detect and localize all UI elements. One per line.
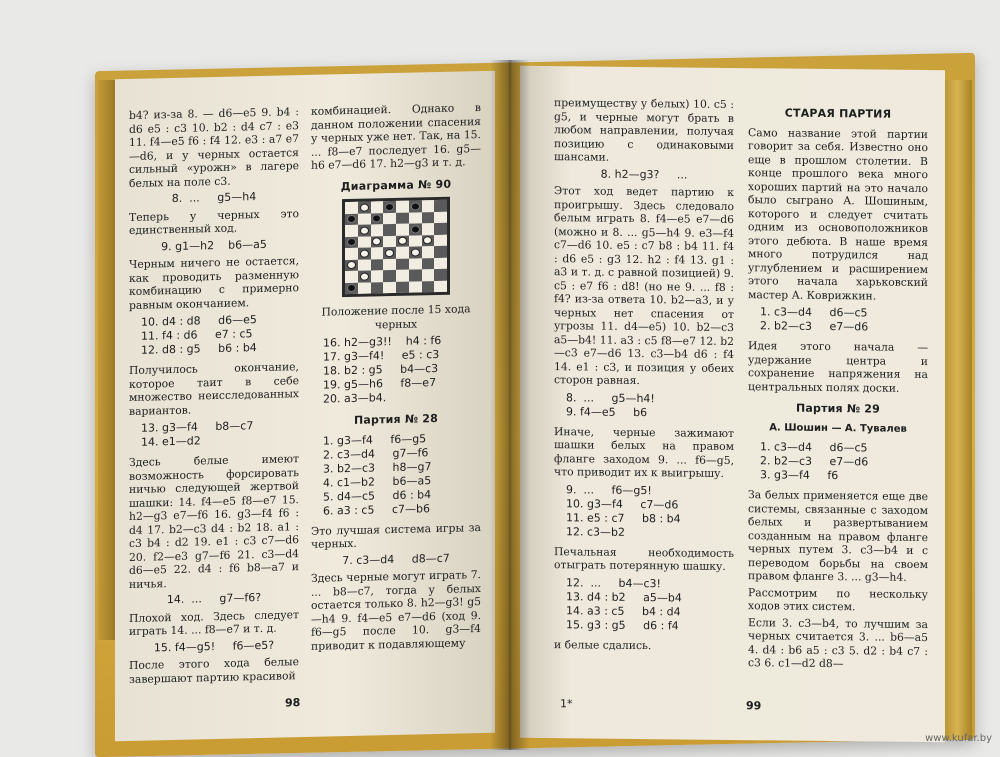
board-square: [396, 201, 409, 213]
board-square: [358, 202, 371, 214]
move-line: 15. g3 : g5 d6 : f4: [566, 617, 679, 632]
white-checker: [360, 226, 369, 234]
move-line: 13. g3—f4 b8—c7: [141, 419, 254, 435]
move-list: [129, 418, 299, 450]
paragraph: и белые сдались.: [554, 637, 652, 652]
board-square: [409, 200, 422, 212]
board-square: [422, 235, 435, 247]
board-square: [396, 281, 409, 293]
board-square: [396, 235, 409, 247]
watermark: www.kufar.by: [925, 733, 992, 744]
move-list: [554, 576, 734, 634]
move-line: 10. g3—f4 c7—d6: [566, 496, 679, 511]
move-list: [554, 483, 734, 541]
paragraph: Если 3. c3—b4, то лучшим за черных считается 3. ... b6—a5 4. d4 : b6 a5 : c3 5. d2 : b4 c7 : c3 6. c1—d2 d8—: [748, 615, 928, 671]
black-checker: [347, 284, 356, 292]
move-line: 6. a3 : c5 c7—b6: [323, 501, 430, 518]
section-heading: СТАРАЯ ПАРТИЯ: [784, 106, 892, 121]
board-square: [371, 213, 384, 225]
board-square: [383, 224, 396, 236]
board-square: [371, 259, 384, 271]
board-square: [358, 259, 371, 271]
move-line: 16. h2—g3!! h4 : f6: [323, 333, 442, 350]
black-checker: [385, 203, 394, 211]
board-square: [383, 258, 396, 270]
right-page: [520, 66, 945, 742]
board-square: [345, 248, 358, 260]
paragraph: Получилось окончание, которое таит в себе множество неисследованных вариантов.: [129, 360, 299, 418]
move-line: 1. c3—d4 d6—c5: [760, 440, 868, 455]
board-square: [409, 212, 422, 224]
move-line: 20. a3—b4.: [323, 391, 387, 406]
move-line: 7. c3—d4 d8—c7: [342, 551, 450, 567]
move-line: 11. e5 : c7 b8 : b4: [566, 510, 681, 525]
board-square: [409, 269, 422, 281]
board-square: [434, 269, 447, 281]
board-square: [422, 212, 435, 224]
board-square: [358, 213, 371, 225]
left-page-column-2: [311, 101, 481, 656]
move-line: 3. b2—c3 h8—g7: [323, 459, 432, 476]
paragraph: Рассмотрим по нескольку ходов этих систем.: [748, 585, 928, 614]
move-line: 15. f4—g5! f6—e5?: [153, 638, 275, 654]
move-line: 8. ... g5—h4!: [566, 390, 655, 405]
move-line: 14. ... g7—f6?: [166, 590, 262, 607]
board-square: [371, 201, 384, 213]
white-checker: [411, 248, 420, 256]
right-page-column-1: [554, 96, 734, 656]
right-page-column-2: [748, 98, 928, 674]
game-title: Партия № 29: [795, 401, 881, 416]
board-square: [371, 224, 384, 236]
board-square: [434, 223, 447, 235]
board-square: [345, 202, 358, 214]
left-page: [115, 71, 495, 742]
move-line: 10. d4 : d8 d6—e5: [141, 313, 257, 329]
board-square: [422, 223, 435, 235]
black-checker: [411, 202, 420, 210]
board-square: [422, 269, 435, 281]
white-checker: [347, 261, 356, 269]
board-square: [409, 235, 422, 247]
paragraph: Этот ход ведет партию к проигрышу. Здесь следовало белым играть 8. f4—e5 e7—d6 (можно и 8. ... g5—h4 9. e3—f4 c7—d6 10. e5 : c7 b8 : b4 11. f4 : d6 e5 : g3 12. h2 : f4 13. g1 : a3 и т. д. с равной позицией) 9. c5 : e7 f6 : d8! (но не 9. ... f8 : f4? из-за ответа 10. b2—a3, и у черных нет спасения от угрозы 11. d4—e5) 10. b2—c3 a5—b4! 11. a3 : c5 f8—e7 12. b2—c3 e7—d6 13. c3—b4 d6 : f4 14. e1 : c3, и позиция у обеих сторон равная.: [554, 184, 734, 388]
paragraph: За белых применяется еще две системы, связанные с заходом белых и развертыванием созданным на правом фланге черных путем 3. c3—b4 и с переводом борьбы на своем правом фланге 3. ... g3—h4.: [748, 488, 928, 584]
move-line: 1. c3—d4 d6—c5: [760, 305, 868, 320]
paragraph: После этого хода белые завершают партию красивой: [129, 655, 299, 686]
board-square: [345, 259, 358, 271]
white-checker: [372, 237, 381, 245]
move-line: 8. ... g5—h4: [171, 190, 257, 206]
page-number: 99: [746, 699, 762, 713]
board-square: [409, 258, 422, 270]
left-page-column-1: [129, 105, 299, 689]
move-list: [129, 312, 299, 358]
board-square: [434, 234, 447, 246]
paragraph: Само название этой партии говорит за себя. Известно оно еще в прошлом столетии. В конце прошлого века много хороших партий на это начало было сыграно А. Шошиным, которого и следует считать одним из основоположников этого дебюта. В наше время много потрудился над углублением и расширением этого начала харьковский мастер А. Коврижкин.: [748, 125, 928, 303]
board-square: [434, 211, 447, 223]
move-line: 14. a3 : c5 b4 : d4: [566, 603, 681, 618]
white-checker: [385, 249, 394, 257]
move-line: 2. b2—c3 e7—d6: [760, 454, 869, 469]
board-square: [345, 282, 358, 294]
board-square: [396, 258, 409, 270]
paragraph: Идея этого начала — удержание центра и сохранение напряжения на центральных полях доски.: [748, 339, 928, 395]
board-square: [409, 281, 422, 293]
board-square: [409, 246, 422, 258]
move-list: [748, 440, 928, 484]
game-title: Партия № 28: [353, 411, 439, 427]
page-number: 98: [285, 696, 301, 710]
move-line: 14. e1—d2: [141, 434, 201, 449]
board-square: [383, 270, 396, 282]
paragraph: Здесь черные могут играть 7. ... b8—c7, тогда у белых остается только 8. h2—g3! g5—h4 9. f4—e5 e7—d6 (ход 9. f6—g5 после 10. g3—f4 приводит к подавляющему: [311, 568, 481, 653]
move-list: [311, 333, 481, 407]
black-checker: [347, 238, 356, 246]
paragraph: Черным ничего не остается, как проводить разменную комбинацию с примерно равным окончанием.: [129, 254, 299, 312]
move-line: 2. b2—c3 e7—d6: [760, 319, 869, 334]
move-line: 4. c1—b2 b6—a5: [323, 473, 432, 490]
move-line: 12. c3—b2: [566, 524, 626, 539]
move-line: 19. g5—h6 f8—e7: [323, 376, 437, 392]
board-square: [409, 223, 422, 235]
paragraph: Плохой ход. Здесь следует играть 14. ... f8—e7 и т. д.: [129, 607, 299, 638]
board-square: [371, 282, 384, 294]
diagram-title: Диаграмма № 90: [340, 177, 452, 193]
board-square: [383, 247, 396, 259]
board-square: [383, 281, 396, 293]
move-line: 2. c3—d4 g7—f6: [323, 445, 429, 462]
board-square: [345, 225, 358, 237]
move-line: 9. g1—h2 b6—a5: [161, 237, 267, 253]
move-line: 3. g3—f4 f6: [760, 468, 839, 483]
board-square: [396, 270, 409, 282]
move-line: 13. d4 : b2 a5—b4: [566, 589, 682, 604]
white-checker: [360, 249, 369, 257]
white-checker: [398, 237, 407, 245]
paragraph: Это лучшая система игры за черных.: [311, 520, 481, 551]
board-square: [358, 225, 371, 237]
board-square: [383, 235, 396, 247]
black-checker: [347, 215, 356, 223]
move-list: [554, 391, 734, 421]
board-square: [358, 248, 371, 260]
board-square: [422, 200, 435, 212]
move-line: 1. g3—f4 f6—g5: [323, 431, 427, 448]
board-square: [396, 212, 409, 224]
players-line: А. Шошин — А. Тувалев: [769, 421, 907, 435]
move-line: 9. ... f6—g5!: [566, 482, 652, 497]
board-square: [358, 271, 371, 283]
white-checker: [423, 236, 432, 244]
board-square: [434, 257, 447, 269]
book-gutter-shadow: [490, 60, 530, 750]
paragraph: Здесь белые имеют возможность форсировать ничью следующей жертвой шашки: 14. f4—e5 f8—e7 15. h2—g3 e7—f6 16. g3—f4 f6 : d4 17. b2—c3 d4 : b2 18. a1 : c3 b4 : d2 19. e1 : c3 c7—d6 20. f2—e3 g7—f6 21. c3—d4 d6—e5 22. d4 : f6 b8—a7 и ничья.: [129, 452, 299, 591]
board-square: [358, 236, 371, 248]
board-square: [422, 281, 435, 293]
move-line: 5. d4—c5 d6 : b4: [323, 487, 432, 504]
board-square: [422, 258, 435, 270]
move-line: 12. ... b4—c3!: [566, 575, 661, 590]
board-square: [383, 212, 396, 224]
move-list: [748, 305, 928, 335]
board-square: [345, 236, 358, 248]
board-square: [345, 213, 358, 225]
board-square: [434, 200, 447, 212]
move-line: 18. b2 : g5 b4—c3: [323, 361, 439, 378]
paragraph: комбинацией. Однако в данном положении спасения у черных уже нет. Так, на 15. ... f8—e7 последует 16. g5—h6 e7—d6 17. h2—g3 и т. д.: [311, 101, 481, 172]
board-square: [371, 270, 384, 282]
move-list: [311, 431, 481, 519]
board-square: [434, 246, 447, 258]
move-line: 8. h2—g3? ...: [600, 167, 688, 182]
board-square: [396, 224, 409, 236]
checkers-diagram: [342, 197, 450, 297]
move-line: 17. g3—f4! e5 : c3: [323, 347, 440, 364]
white-checker: [360, 203, 369, 211]
board-square: [371, 247, 384, 259]
move-line: 12. d8 : g5 b6 : b4: [141, 341, 257, 357]
move-line: 11. f4 : d6 e7 : c5: [141, 327, 253, 343]
board-square: [422, 246, 435, 258]
move-line: 9. f4—e5 b6: [566, 404, 648, 419]
paragraph: b4? из-за 8. — d6—e5 9. b4 : d6 e5 : c3 10. b2 : d4 c7 : e3 11. f4—e5 f6 : f4 12. e3 : a7 e7—d6, и у черных остается сильный «урожн» в лагере белых на поле c3.: [129, 105, 299, 190]
paragraph: Теперь у черных это единственный ход.: [129, 206, 299, 237]
paragraph: Иначе, черные зажимают шашки белых на правом фланге заходом 9. ... f6—g5, что приводит их к выигрышу.: [554, 424, 734, 480]
board-square: [434, 280, 447, 292]
board-square: [396, 247, 409, 259]
black-checker: [411, 225, 420, 233]
paragraph: преимуществу у белых) 10. c5 : g5, и черные могут брать в любом направлении, получая позицию с одинаковыми шансами.: [554, 96, 734, 164]
paragraph: Печальная необходимость отыграть потерянную шашку.: [554, 544, 734, 573]
black-checker: [372, 214, 381, 222]
board-square: [358, 282, 371, 294]
board-square: [383, 201, 396, 213]
board-square: [371, 236, 384, 248]
book-edge-right: [942, 80, 972, 740]
board-square: [345, 271, 358, 283]
white-checker: [360, 272, 369, 280]
footer-mark: 1*: [560, 697, 573, 711]
diagram-caption: Положение после 15 хода черных: [321, 302, 471, 331]
